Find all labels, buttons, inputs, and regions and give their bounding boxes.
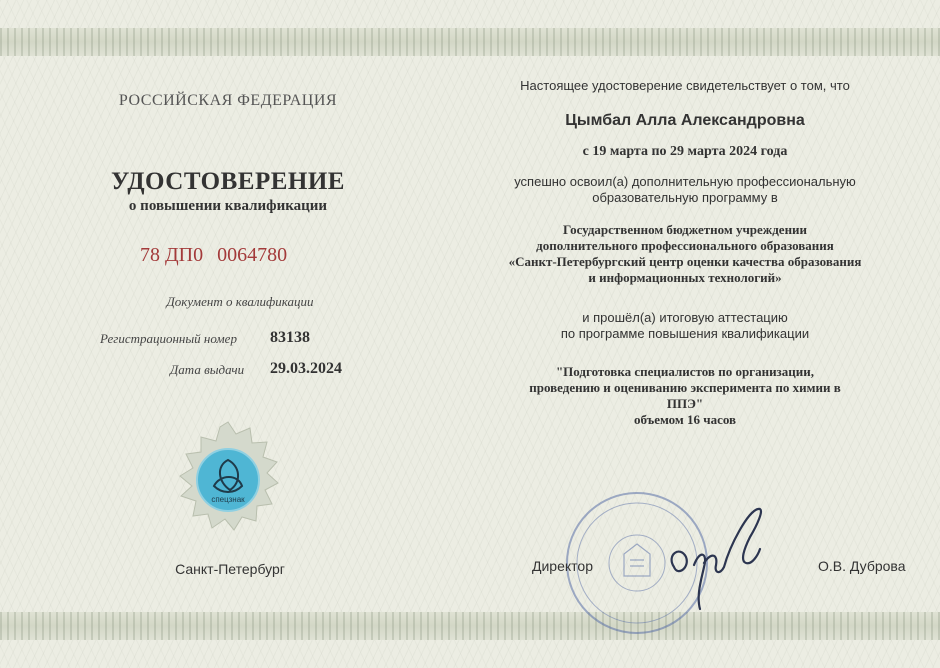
serial-digits: 0064780 [217,244,288,266]
director-name: О.В. Дуброва [818,558,906,574]
issue-date-value: 29.03.2024 [270,360,342,377]
text-line: «Санкт-Петербургский центр оценки качества образования [508,254,862,269]
text-line: "Подготовка специалистов по организации, [555,364,815,379]
text-line: ППЭ" [666,396,704,411]
registration-number-value: 83138 [270,329,310,346]
director-signature-icon [660,505,780,615]
intro-text: Настоящее удостоверение свидетельствует о том, что [520,78,850,93]
mastered-program-text [480,174,890,206]
text-line: дополнительного профессионального образования [536,238,834,253]
institution-name [480,222,890,286]
program-title [480,364,890,412]
signature-stroke [672,509,761,609]
country-heading: РОССИЙСКАЯ ФЕДЕРАЦИЯ [118,92,338,109]
text-line: и информационных технологий» [588,270,782,285]
text-line: успешно освоил(а) дополнительную профессиональную [514,174,856,189]
registration-number-label: Регистрационный номер [100,331,237,346]
hologram-badge-icon [168,420,288,540]
text-line: Государственном бюджетном учреждении [562,222,808,237]
training-period: с 19 марта по 29 марта 2024 года [582,144,788,159]
director-label: Директор [532,558,593,574]
text-line: по программе повышения квалификации [560,326,810,341]
holder-name: Цымбал Алла Александровна [565,112,805,129]
badge-text: спецзнак [211,495,245,504]
text-line: проведению и оцениванию эксперимента по химии в [529,380,841,395]
top-guilloche-band [0,28,940,56]
serial-series: 78 ДП0 [140,244,204,266]
document-qualification-label: Документ о квалификации [166,294,314,309]
serial-number [140,244,287,267]
attestation-text [480,310,890,342]
city-label: Санкт-Петербург [175,561,285,577]
text-line: и прошёл(а) итоговую аттестацию [582,310,788,325]
text-line: образовательную программу в [592,190,778,205]
document-subtitle: о повышении квалификации [128,198,328,214]
document-title: УДОСТОВЕРЕНИЕ [111,168,345,195]
stamp-emblem [624,544,650,576]
program-hours: объемом 16 часов [633,412,737,427]
issue-date-label: Дата выдачи [170,362,245,377]
bottom-guilloche-band [0,612,940,640]
